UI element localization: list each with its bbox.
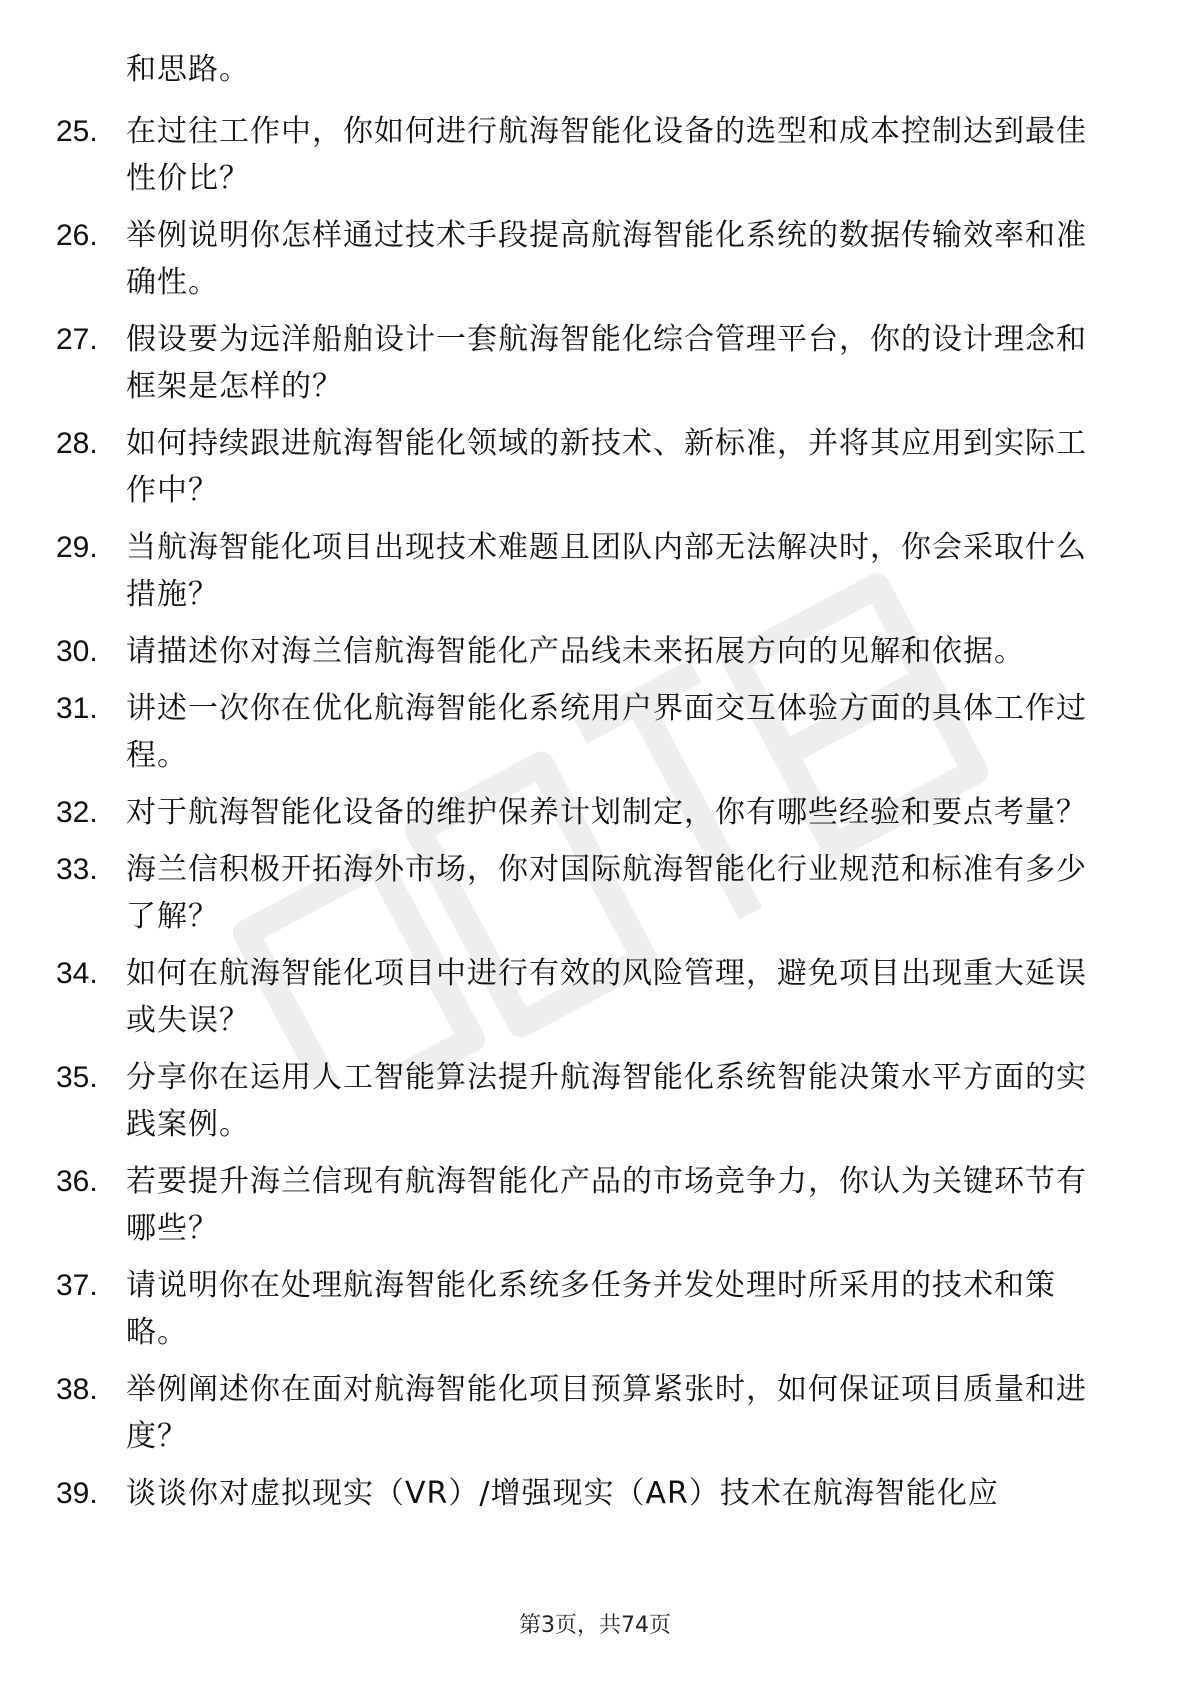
question-item [0, 1054, 1190, 1148]
question-number: 37. [56, 1269, 98, 1302]
question-text: 讲述一次你在优化航海智能化系统用户界面交互体验方面的具体工作过程。 [126, 691, 1087, 773]
question-text: 如何持续跟进航海智能化领域的新技术、新标准，并将其应用到实际工作中？ [126, 426, 1087, 508]
page-footer: 第3页，共74页 [519, 1613, 671, 1638]
question-text: 举例阐述你在面对航海智能化项目预算紧张时，如何保证项目质量和进度？ [126, 1372, 1087, 1454]
question-item [0, 846, 1190, 940]
question-number: 31. [56, 692, 98, 725]
continued-text: 和思路。 [126, 52, 250, 87]
question-text: 当航海智能化项目出现技术难题且团队内部无法解决时，你会采取什么措施？ [126, 530, 1087, 612]
question-number: 28. [56, 427, 98, 460]
question-item [0, 1262, 1190, 1356]
question-text: 若要提升海兰信现有航海智能化产品的市场竞争力，你认为关键环节有哪些？ [126, 1164, 1087, 1246]
question-number: 25. [56, 115, 98, 148]
question-list [0, 108, 1190, 1527]
question-text: 假设要为远洋船舶设计一套航海智能化综合管理平台，你的设计理念和框架是怎样的？ [126, 322, 1087, 404]
question-text: 海兰信积极开拓海外市场，你对国际航海智能化行业规范和标准有多少了解？ [126, 852, 1087, 934]
question-number: 30. [56, 635, 98, 668]
question-number: 35. [56, 1061, 98, 1094]
question-text: 谈谈你对虚拟现实（VR）/增强现实（AR）技术在航海智能化应 [126, 1476, 999, 1511]
question-item [0, 108, 1190, 202]
question-text: 举例说明你怎样通过技术手段提高航海智能化系统的数据传输效率和准确性。 [126, 218, 1087, 300]
question-item [0, 316, 1190, 410]
question-item [0, 1470, 1190, 1517]
question-item [0, 1366, 1190, 1460]
question-text: 在过往工作中，你如何进行航海智能化设备的选型和成本控制达到最佳性价比？ [126, 114, 1087, 196]
question-text: 请说明你在处理航海智能化系统多任务并发处理时所采用的技术和策略。 [126, 1268, 1056, 1350]
question-number: 33. [56, 853, 98, 886]
question-number: 32. [56, 796, 98, 829]
question-item [0, 950, 1190, 1044]
question-number: 27. [56, 323, 98, 356]
question-number: 38. [56, 1373, 98, 1406]
question-number: 29. [56, 531, 98, 564]
question-item [0, 685, 1190, 779]
question-item [0, 1158, 1190, 1252]
question-number: 34. [56, 957, 98, 990]
question-item [0, 628, 1190, 675]
question-text: 如何在航海智能化项目中进行有效的风险管理，避免项目出现重大延误或失误？ [126, 956, 1087, 1038]
question-text: 请描述你对海兰信航海智能化产品线未来拓展方向的见解和依据。 [126, 634, 1025, 669]
question-item [0, 524, 1190, 618]
question-text: 对于航海智能化设备的维护保养计划制定，你有哪些经验和要点考量？ [126, 795, 1087, 830]
question-number: 36. [56, 1165, 98, 1198]
question-number: 26. [56, 219, 98, 252]
question-item [0, 212, 1190, 306]
question-text: 分享你在运用人工智能算法提升航海智能化系统智能决策水平方面的实践案例。 [126, 1060, 1087, 1142]
question-item [0, 789, 1190, 836]
question-number: 39. [56, 1477, 98, 1510]
question-item [0, 420, 1190, 514]
